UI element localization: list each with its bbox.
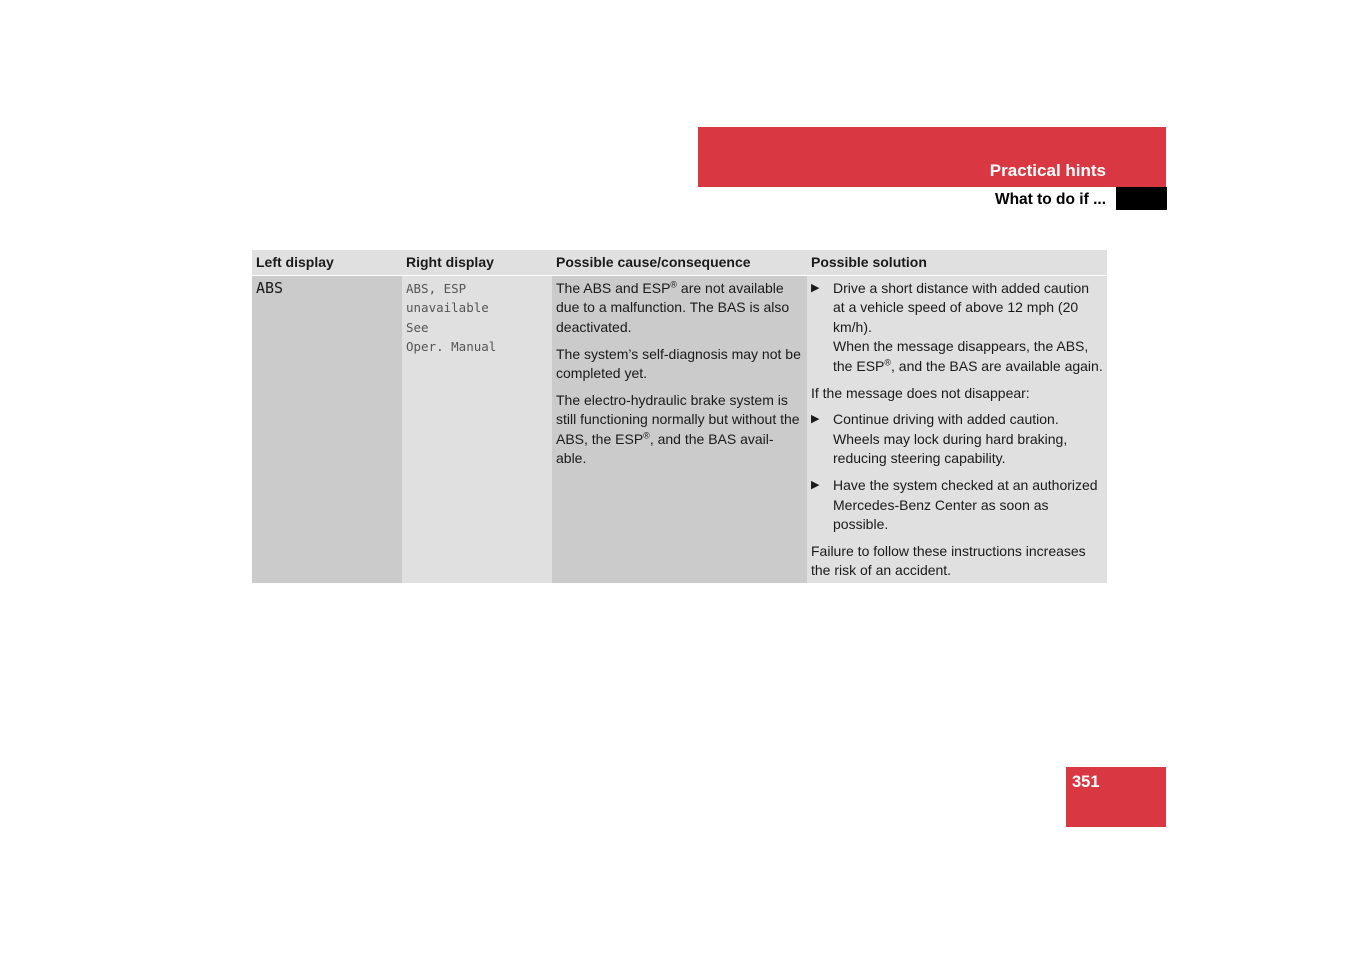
header-possible-solution: Possible solution	[807, 250, 1107, 276]
cause-paragraph-1: The ABS and ESP® are not available due to a malfunction. The BAS is also deactivated.	[556, 279, 790, 335]
section-header-bar	[698, 127, 1166, 187]
right-display-line-2: unavailable	[406, 300, 489, 316]
page-number-box	[1066, 767, 1166, 827]
cause-paragraph-2: The system’s self-diagnosis may not be completed yet.	[556, 345, 801, 382]
solution-step-3	[811, 476, 1103, 534]
solution-step-1-text: Drive a short distance with added caution at a vehicle speed of above 12 mph (20 km/h).	[833, 280, 1090, 335]
subsection-title: What to do if ...	[994, 191, 1106, 208]
page-number: 351	[1072, 773, 1100, 791]
solution-step-1	[811, 279, 1103, 376]
right-display-line-4: Oper. Manual	[406, 339, 497, 355]
section-title: Practical hints	[989, 161, 1106, 180]
arrow-bullet-icon: ▶	[811, 413, 820, 426]
solution-if-text: If the message does not disappear:	[811, 384, 1030, 401]
solution-step-2	[811, 410, 1103, 468]
right-display-line-1: ABS, ESP	[406, 281, 467, 296]
header-right-display: Right display	[402, 250, 552, 276]
header-left-display: Left display	[252, 250, 402, 276]
solution-step-1-note: When the message disappears, the ABS, the ESP®, and the BAS are available again.	[833, 338, 1103, 374]
header-possible-cause: Possible cause/consequence	[552, 250, 807, 276]
cause-paragraph-3: The electro-hydraulic brake system is still functioning normally but without the ABS, the ESP®, and the BAS avail-able.	[556, 392, 800, 467]
solution-warning-text: Failure to follow these instructions increases the risk of an accident.	[811, 542, 1086, 579]
messages-table	[252, 250, 1107, 583]
cell-right-display	[402, 276, 552, 583]
section-tab-marker	[1116, 187, 1167, 210]
left-display-text: ABS	[256, 279, 284, 297]
cell-possible-cause	[552, 276, 807, 583]
cell-possible-solution	[807, 276, 1107, 583]
solution-step-3-text: Have the system checked at an authorized Mercedes-Benz Center as soon as possible.	[833, 477, 1098, 532]
arrow-bullet-icon: ▶	[811, 479, 820, 492]
right-display-line-3: See	[406, 319, 429, 335]
solution-step-2-text: Continue driving with added caution. Wheels may lock during hard braking, reducing steering capability.	[833, 411, 1068, 467]
cell-left-display	[252, 276, 402, 583]
arrow-bullet-icon: ▶	[811, 282, 820, 294]
